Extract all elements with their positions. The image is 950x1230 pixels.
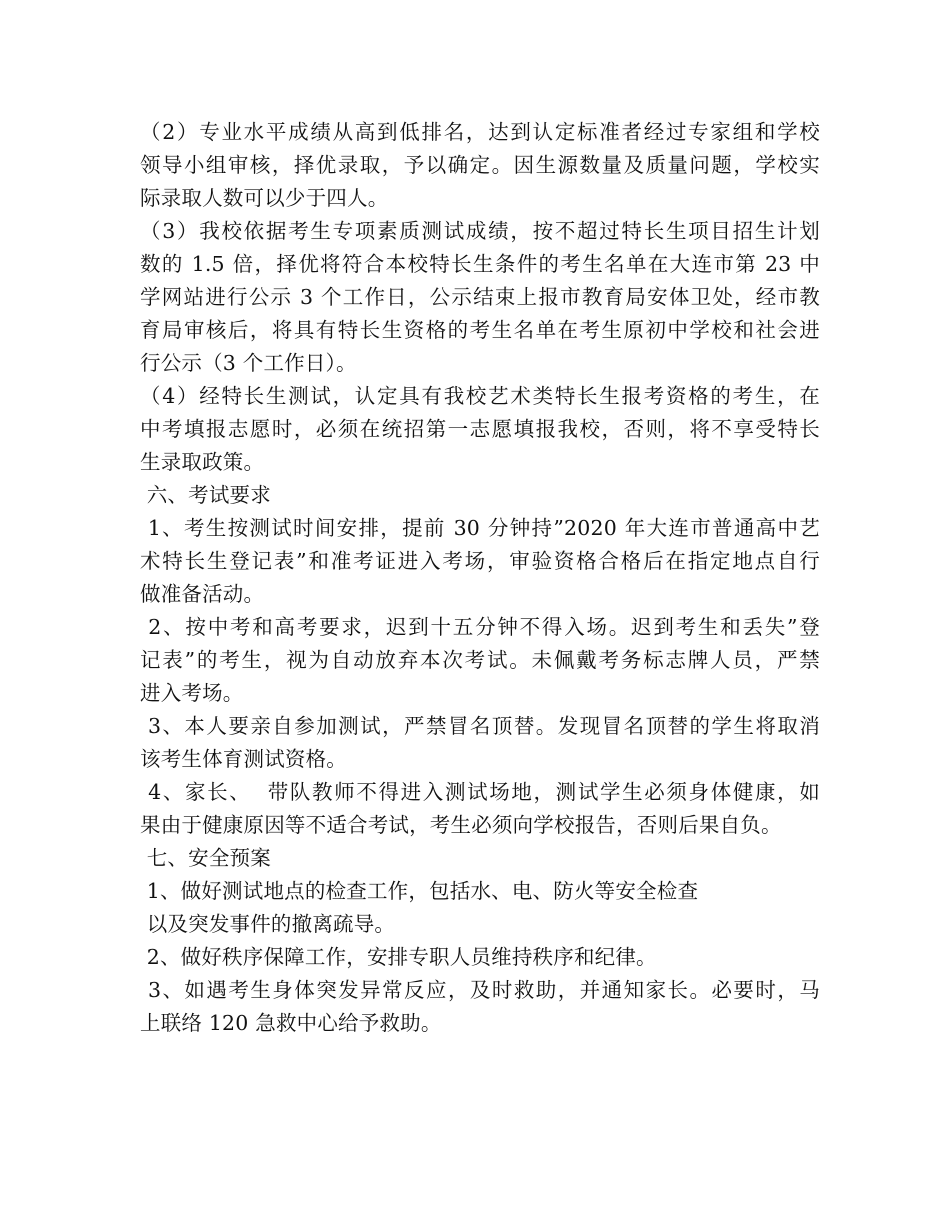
- text-line: （4）经特长生测试，认定具有我校艺术类特长生报考资格的考生，在: [140, 384, 820, 408]
- document-page: [140, 116, 820, 1040]
- text-line: 3、如遇考生身体突发异常反应，及时救助，并通知家长。必要时，马: [140, 978, 820, 1002]
- text-line: 生录取政策。: [140, 450, 265, 474]
- section-heading: [140, 842, 820, 875]
- text-line: （2）专业水平成绩从高到低排名，达到认定标准者经过专家组和学校: [140, 120, 820, 144]
- text-line: 际录取人数可以少于四人。: [140, 186, 389, 210]
- text-line: 上联络 120 急救中心给予救助。: [140, 1011, 442, 1035]
- text-line: 七、安全预案: [140, 846, 271, 870]
- text-line: 领导小组审核，择优录取，予以确定。因生源数量及质量问题，学校实: [140, 153, 820, 177]
- text-line: 数的 1.5 倍，择优将符合本校特长生条件的考生名单在大连市第 23 中: [140, 252, 820, 276]
- text-line: 中考填报志愿时，必须在统招第一志愿填报我校，否则，将不享受特长: [140, 417, 820, 441]
- text-line: 记表”的考生，视为自动放弃本次考试。未佩戴考务标志牌人员，严禁: [140, 648, 820, 672]
- paragraph: [140, 380, 820, 479]
- text-line: 行公示（3 个工作日）。: [140, 351, 357, 375]
- paragraph: [140, 875, 820, 941]
- paragraph: [140, 116, 820, 215]
- text-line: 果由于健康原因等不适合考试，考生必须向学校报告，否则后果自负。: [140, 813, 782, 837]
- text-line: 2、做好秩序保障工作，安排专职人员维持秩序和纪律。: [140, 945, 657, 969]
- text-line: 学网站进行公示 3 个工作日，公示结束上报市教育局安体卫处，经市教: [140, 285, 820, 309]
- paragraph: [140, 512, 820, 611]
- text-line: （3）我校依据考生专项素质测试成绩，按不超过特长生项目招生计划: [140, 219, 820, 243]
- text-line: 4、家长、 带队教师不得进入测试场地，测试学生必须身体健康，如: [140, 780, 820, 804]
- text-line: 该考生体育测试资格。: [140, 747, 347, 771]
- paragraph: [140, 974, 820, 1040]
- paragraph: [140, 611, 820, 710]
- text-line: 1、考生按测试时间安排，提前 30 分钟持”2020 年大连市普通高中艺: [140, 516, 820, 540]
- text-line: 1、做好测试地点的检查工作，包括水、电、防火等安全检查: [140, 879, 699, 903]
- paragraph: [140, 710, 820, 776]
- text-line: 进入考场。: [140, 681, 244, 705]
- text-line: 六、考试要求: [140, 483, 271, 507]
- text-line: 3、本人要亲自参加测试，严禁冒名顶替。发现冒名顶替的学生将取消: [140, 714, 820, 738]
- text-line: 术特长生登记表”和准考证进入考场，审验资格合格后在指定地点自行: [140, 549, 820, 573]
- section-heading: [140, 479, 820, 512]
- text-line: 做准备活动。: [140, 582, 265, 606]
- paragraph: [140, 941, 820, 974]
- paragraph: [140, 776, 820, 842]
- paragraph: [140, 215, 820, 380]
- text-line: 育局审核后，将具有特长生资格的考生名单在考生原初中学校和社会进: [140, 318, 820, 342]
- text-line: 以及突发事件的撤离疏导。: [140, 912, 396, 936]
- text-line: 2、按中考和高考要求，迟到十五分钟不得入场。迟到考生和丢失”登: [140, 615, 820, 639]
